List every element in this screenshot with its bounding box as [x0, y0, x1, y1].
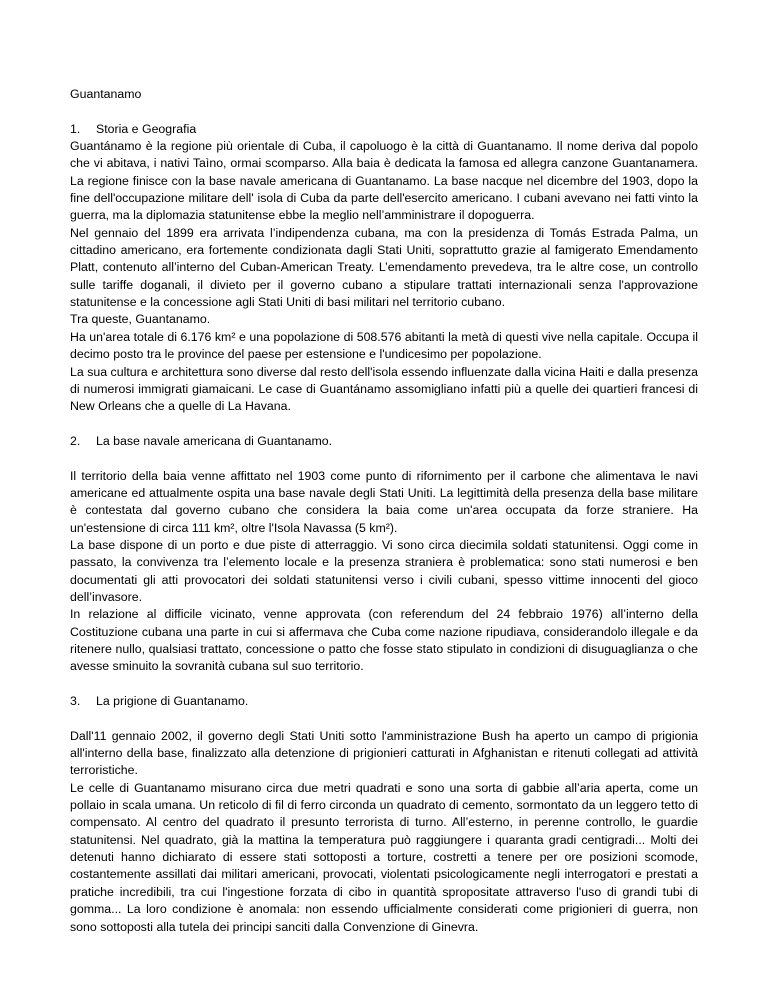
document-title: Guantanamo — [70, 87, 142, 101]
section-heading-text: Storia e Geografia — [96, 121, 197, 136]
paragraph: Le celle di Guantanamo misurano circa due metri quadrati e sono una sorta di gabbie all’aria aperta, come un pollaio in scala umana. Un reticolo di fil di ferro circonda un quadrato di cemento, sormontato da un leggero tetto di compensato. Al centro del quadrato il presunto terrorista di turno. All’esterno, in perenne controllo, le guardie statunitensi. Nel quadrato, già la mattina la temperatura può raggiungere i quaranta gradi centigradi... Molti dei detenuti hanno dichiarato di essere stati sottoposti a torture, costretti a tenere per ore posizioni scomode, costantemente assillati dai militari americani, provocati, violentati psicologicamente negli interrogatori e prestati a pratiche incredibili, tra cui l'ingestione forzata di cibo in quantità spropositate attraverso l'uso di grandi tubi di gomma... La loro condizione è anomala: non essendo ufficialmente considerati come prigionieri di guerra, non sono sottoposti alla tutela dei principi sanciti dalla Convenzione di Ginevra. — [70, 780, 698, 934]
spacer — [70, 416, 698, 433]
spacer — [70, 450, 698, 467]
paragraph: Ha un'area totale di 6.176 km² e una popolazione di 508.576 abitanti la metà di questi vive nella capitale. Occupa il decimo posto tra le province del paese per estensione e l'undicesimo per popolazione. — [70, 329, 698, 362]
section-heading-prigione — [70, 693, 698, 710]
spacer — [70, 676, 698, 693]
section-heading-text: La base navale americana di Guantanamo. — [96, 433, 333, 448]
document-page — [70, 86, 698, 936]
spacer — [70, 710, 698, 727]
section-heading-text: La prigione di Guantanamo. — [96, 694, 249, 709]
paragraph: Nel gennaio del 1899 era arrivata l’indipendenza cubana, ma con la presidenza di Tomás Estrada Palma, un cittadino americano, era fortemente condizionata dagli Stati Uniti, soprattutto grazie al famigerato Emendamento Platt, contenuto all’interno del Cuban-American Treaty. L’emendamento prevedeva, tra le altre cose, un controllo sulle tariffe doganali, il divieto per il governo cubano a stipulare trattati internazionali senza l'approvazione statunitense e la concessione agli Stati Uniti di basi militari nel territorio cubano. — [70, 225, 698, 310]
section-number: 1. — [70, 121, 81, 136]
paragraph: Guantánamo è la regione più orientale di Cuba, il capoluogo è la città di Guantanamo. Il nome deriva dal popolo che vi abitava, i nativi Taìno, ormai scomparso. Alla baia è dedicata la famosa ed allegra canzone Guantanamera. La regione finisce con la base navale americana di Guantanamo. La base nacque nel dicembre del 1903, dopo la fine dell'occupazione militare dell' isola di Cuba da parte dell'esercito americano. I cubani avevano nei fatti vinto la guerra, ma la diplomazia statunitense ebbe la meglio nell’amministrare il dopoguerra. — [70, 139, 698, 223]
paragraph: In relazione al difficile vicinato, venne approvata (con referendum del 24 febbraio 1976) all’interno della Costituzione cubana una parte in cui si affermava che Cuba come nazione ripudiava, considerandolo illegale e da ritenere nullo, qualsiasi trattato, concessione o patto che fosse stato stipulato in condizioni di disuguaglianza o che avesse sminuito la sovranità cubana sul suo territorio. — [70, 607, 698, 674]
section-number: 2. — [70, 433, 81, 448]
section-number: 3. — [70, 694, 81, 709]
paragraph: Dall'11 gennaio 2002, il governo degli Stati Uniti sotto l'amministrazione Bush ha aperto un campo di prigionia all'interno della base, finalizzato alla detenzione di prigionieri catturati in Afghanistan e ritenuti collegati ad attività terroristiche. — [70, 728, 698, 778]
paragraph: La sua cultura e architettura sono diverse dal resto dell'isola essendo influenzate dalla vicina Haiti e dalla presenza di numerosi immigrati giamaicani. Le case di Guantánamo assomigliano infatti più a quelle dei quartieri francesi di New Orleans che a quelle di La Havana. — [70, 364, 698, 414]
paragraph: Tra queste, Guantanamo. — [70, 312, 211, 327]
paragraph: La base dispone di un porto e due piste di atterraggio. Vi sono circa diecimila soldati statunitensi. Oggi come in passato, la convivenza tra l’elemento locale e la presenza straniera è problematica: sono stati numerosi e ben documentati gli atti provocatori dei soldati statunitensi verso i civili cubani, spesso vittime innocenti del gioco dell’invasore. — [70, 537, 698, 604]
section-heading-storia — [70, 121, 698, 138]
section-heading-base-navale — [70, 433, 698, 450]
paragraph: Il territorio della baia venne affittato nel 1903 come punto di rifornimento per il carbone che alimentava le navi americane ed attualmente ospita una base navale degli Stati Uniti. La legittimità della presenza della base militare è contestata dal governo cubano che considera la baia come un'area occupata da forze straniere. Ha un'estensione di circa 111 km², oltre l'Isola Navassa (5 km²). — [70, 468, 698, 535]
